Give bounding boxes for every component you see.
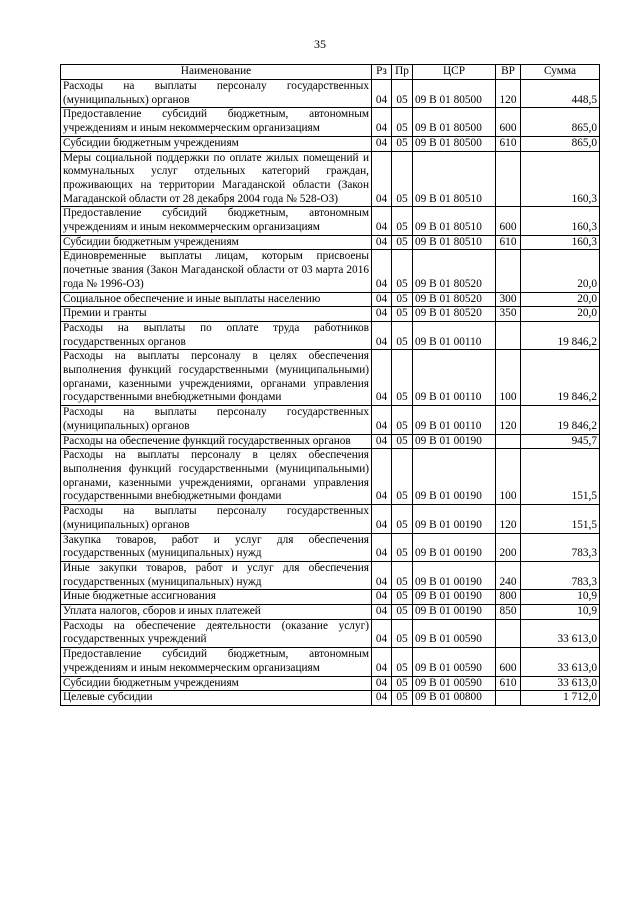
row-pr: 05 [392, 151, 413, 207]
row-csr: 09 В 01 80500 [413, 80, 496, 108]
row-sum: 160,3 [521, 151, 600, 207]
row-sum: 865,0 [521, 108, 600, 136]
row-rz: 04 [372, 590, 392, 605]
row-rz: 04 [372, 505, 392, 533]
row-rz: 04 [372, 648, 392, 676]
row-csr: 09 В 01 80520 [413, 250, 496, 292]
row-pr: 05 [392, 434, 413, 449]
row-csr: 09 В 01 00110 [413, 406, 496, 434]
row-name: Расходы на обеспечение деятельности (оказание услуг) государственных учреждений [61, 619, 372, 647]
row-rz: 04 [372, 691, 392, 706]
row-name: Предоставление субсидий бюджетным, автономным учреждениям и иным некоммерческим организациям [61, 108, 372, 136]
row-vr [496, 151, 521, 207]
row-rz: 04 [372, 235, 392, 250]
row-rz: 04 [372, 207, 392, 235]
row-vr: 240 [496, 561, 521, 589]
row-rz: 04 [372, 605, 392, 620]
row-name: Предоставление субсидий бюджетным, автономным учреждениям и иным некоммерческим организациям [61, 648, 372, 676]
table-row [61, 108, 600, 136]
row-csr: 09 В 01 00590 [413, 619, 496, 647]
row-name: Иные бюджетные ассигнования [61, 590, 372, 605]
table-row [61, 533, 600, 561]
row-sum: 10,9 [521, 590, 600, 605]
row-name: Расходы на выплаты персоналу государственных (муниципальных) органов [61, 80, 372, 108]
row-sum: 945,7 [521, 434, 600, 449]
row-pr: 05 [392, 449, 413, 505]
row-csr: 09 В 01 80510 [413, 151, 496, 207]
row-name: Расходы на выплаты персоналу государственных (муниципальных) органов [61, 505, 372, 533]
table-row [61, 406, 600, 434]
row-sum: 19 846,2 [521, 406, 600, 434]
table-row [61, 250, 600, 292]
row-csr: 09 В 01 00110 [413, 321, 496, 349]
table-row [61, 80, 600, 108]
row-name: Расходы на выплаты персоналу в целях обеспечения выполнения функций государственными (муниципальными) органами, казенными учреждениями, органами управления государственными внебюджетными фондами [61, 449, 372, 505]
row-rz: 04 [372, 80, 392, 108]
row-pr: 05 [392, 691, 413, 706]
row-name: Субсидии бюджетным учреждениям [61, 235, 372, 250]
row-name: Целевые субсидии [61, 691, 372, 706]
row-name: Субсидии бюджетным учреждениям [61, 136, 372, 151]
table-row [61, 691, 600, 706]
row-name: Расходы на обеспечение функций государственных органов [61, 434, 372, 449]
row-pr: 05 [392, 605, 413, 620]
table-row [61, 676, 600, 691]
row-csr: 09 В 01 00190 [413, 533, 496, 561]
row-name: Меры социальной поддержки по оплате жилых помещений и коммунальных услуг отдельных категорий граждан, проживающих на территории Магаданской области (Закон Магаданской области от 28 декабря 2004 года № 528-ОЗ) [61, 151, 372, 207]
table-body [61, 80, 600, 706]
row-sum: 1 712,0 [521, 691, 600, 706]
row-rz: 04 [372, 136, 392, 151]
table-row [61, 151, 600, 207]
row-sum: 10,9 [521, 605, 600, 620]
row-pr: 05 [392, 307, 413, 322]
row-name: Социальное обеспечение и иные выплаты населению [61, 292, 372, 307]
row-csr: 09 В 01 80500 [413, 136, 496, 151]
row-pr: 05 [392, 136, 413, 151]
row-name: Расходы на выплаты персоналу государственных (муниципальных) органов [61, 406, 372, 434]
table-row [61, 207, 600, 235]
row-vr: 120 [496, 505, 521, 533]
row-vr: 600 [496, 207, 521, 235]
row-rz: 04 [372, 321, 392, 349]
table-row [61, 292, 600, 307]
row-sum: 160,3 [521, 235, 600, 250]
row-vr: 600 [496, 648, 521, 676]
row-sum: 160,3 [521, 207, 600, 235]
row-pr: 05 [392, 590, 413, 605]
row-vr: 610 [496, 235, 521, 250]
row-name: Единовременные выплаты лицам, которым присвоены почетные звания (Закон Магаданской области от 03 марта 2016 года № 1996-ОЗ) [61, 250, 372, 292]
row-vr: 800 [496, 590, 521, 605]
row-pr: 05 [392, 505, 413, 533]
row-name: Закупка товаров, работ и услуг для обеспечения государственных (муниципальных) нужд [61, 533, 372, 561]
row-name: Предоставление субсидий бюджетным, автономным учреждениям и иным некоммерческим организациям [61, 207, 372, 235]
row-name: Расходы на выплаты персоналу в целях обеспечения выполнения функций государственными (муниципальными) органами, казенными учреждениями, органами управления государственными внебюджетными фондами [61, 350, 372, 406]
row-sum: 33 613,0 [521, 619, 600, 647]
table-row [61, 590, 600, 605]
row-pr: 05 [392, 533, 413, 561]
row-pr: 05 [392, 235, 413, 250]
row-pr: 05 [392, 292, 413, 307]
row-vr [496, 250, 521, 292]
row-name: Расходы на выплаты по оплате труда работников государственных органов [61, 321, 372, 349]
row-csr: 09 В 01 00590 [413, 676, 496, 691]
header-pr: Пр [392, 65, 413, 80]
row-sum: 151,5 [521, 449, 600, 505]
row-pr: 05 [392, 561, 413, 589]
row-pr: 05 [392, 207, 413, 235]
header-rz: Рз [372, 65, 392, 80]
header-name: Наименование [61, 65, 372, 80]
row-vr [496, 321, 521, 349]
row-csr: 09 В 01 00190 [413, 434, 496, 449]
row-name: Уплата налогов, сборов и иных платежей [61, 605, 372, 620]
header-csr: ЦСР [413, 65, 496, 80]
row-csr: 09 В 01 00590 [413, 648, 496, 676]
row-name: Иные закупки товаров, работ и услуг для обеспечения государственных (муниципальных) нужд [61, 561, 372, 589]
row-rz: 04 [372, 434, 392, 449]
row-pr: 05 [392, 321, 413, 349]
row-sum: 33 613,0 [521, 648, 600, 676]
table-row [61, 505, 600, 533]
row-sum: 865,0 [521, 136, 600, 151]
page-number: 35 [314, 37, 326, 51]
row-sum: 33 613,0 [521, 676, 600, 691]
row-pr: 05 [392, 648, 413, 676]
table-row [61, 605, 600, 620]
header-vr: ВР [496, 65, 521, 80]
row-sum: 783,3 [521, 561, 600, 589]
row-vr [496, 619, 521, 647]
table-row [61, 648, 600, 676]
row-pr: 05 [392, 250, 413, 292]
row-csr: 09 В 01 80510 [413, 235, 496, 250]
row-csr: 09 В 01 00190 [413, 590, 496, 605]
table-row [61, 434, 600, 449]
row-vr: 600 [496, 108, 521, 136]
row-name: Премии и гранты [61, 307, 372, 322]
row-pr: 05 [392, 619, 413, 647]
row-sum: 20,0 [521, 250, 600, 292]
row-rz: 04 [372, 307, 392, 322]
table-row [61, 619, 600, 647]
row-rz: 04 [372, 561, 392, 589]
table-row [61, 321, 600, 349]
row-csr: 09 В 01 80520 [413, 292, 496, 307]
row-pr: 05 [392, 350, 413, 406]
row-rz: 04 [372, 676, 392, 691]
row-csr: 09 В 01 80520 [413, 307, 496, 322]
row-rz: 04 [372, 350, 392, 406]
row-vr: 350 [496, 307, 521, 322]
row-vr: 850 [496, 605, 521, 620]
row-rz: 04 [372, 619, 392, 647]
row-vr: 610 [496, 136, 521, 151]
row-vr: 100 [496, 449, 521, 505]
row-csr: 09 В 01 00190 [413, 505, 496, 533]
table-row [61, 561, 600, 589]
row-pr: 05 [392, 676, 413, 691]
row-rz: 04 [372, 151, 392, 207]
table-header-row [61, 65, 600, 80]
row-vr: 120 [496, 80, 521, 108]
row-vr: 100 [496, 350, 521, 406]
row-csr: 09 В 01 80500 [413, 108, 496, 136]
row-csr: 09 В 01 80510 [413, 207, 496, 235]
table-row [61, 350, 600, 406]
table-row [61, 136, 600, 151]
row-rz: 04 [372, 250, 392, 292]
budget-table [60, 64, 600, 706]
row-sum: 20,0 [521, 307, 600, 322]
row-vr: 300 [496, 292, 521, 307]
table-row [61, 307, 600, 322]
row-rz: 04 [372, 108, 392, 136]
table-row [61, 449, 600, 505]
row-rz: 04 [372, 533, 392, 561]
row-csr: 09 В 01 00190 [413, 605, 496, 620]
row-pr: 05 [392, 406, 413, 434]
row-csr: 09 В 01 00800 [413, 691, 496, 706]
row-vr [496, 434, 521, 449]
row-sum: 19 846,2 [521, 350, 600, 406]
row-csr: 09 В 01 00110 [413, 350, 496, 406]
row-vr: 200 [496, 533, 521, 561]
row-sum: 151,5 [521, 505, 600, 533]
row-pr: 05 [392, 108, 413, 136]
header-sum: Сумма [521, 65, 600, 80]
row-csr: 09 В 01 00190 [413, 561, 496, 589]
row-rz: 04 [372, 449, 392, 505]
row-csr: 09 В 01 00190 [413, 449, 496, 505]
row-vr: 120 [496, 406, 521, 434]
row-rz: 04 [372, 406, 392, 434]
row-sum: 448,5 [521, 80, 600, 108]
row-rz: 04 [372, 292, 392, 307]
row-name: Субсидии бюджетным учреждениям [61, 676, 372, 691]
row-vr [496, 691, 521, 706]
table-row [61, 235, 600, 250]
row-sum: 19 846,2 [521, 321, 600, 349]
row-vr: 610 [496, 676, 521, 691]
row-sum: 20,0 [521, 292, 600, 307]
row-sum: 783,3 [521, 533, 600, 561]
row-pr: 05 [392, 80, 413, 108]
